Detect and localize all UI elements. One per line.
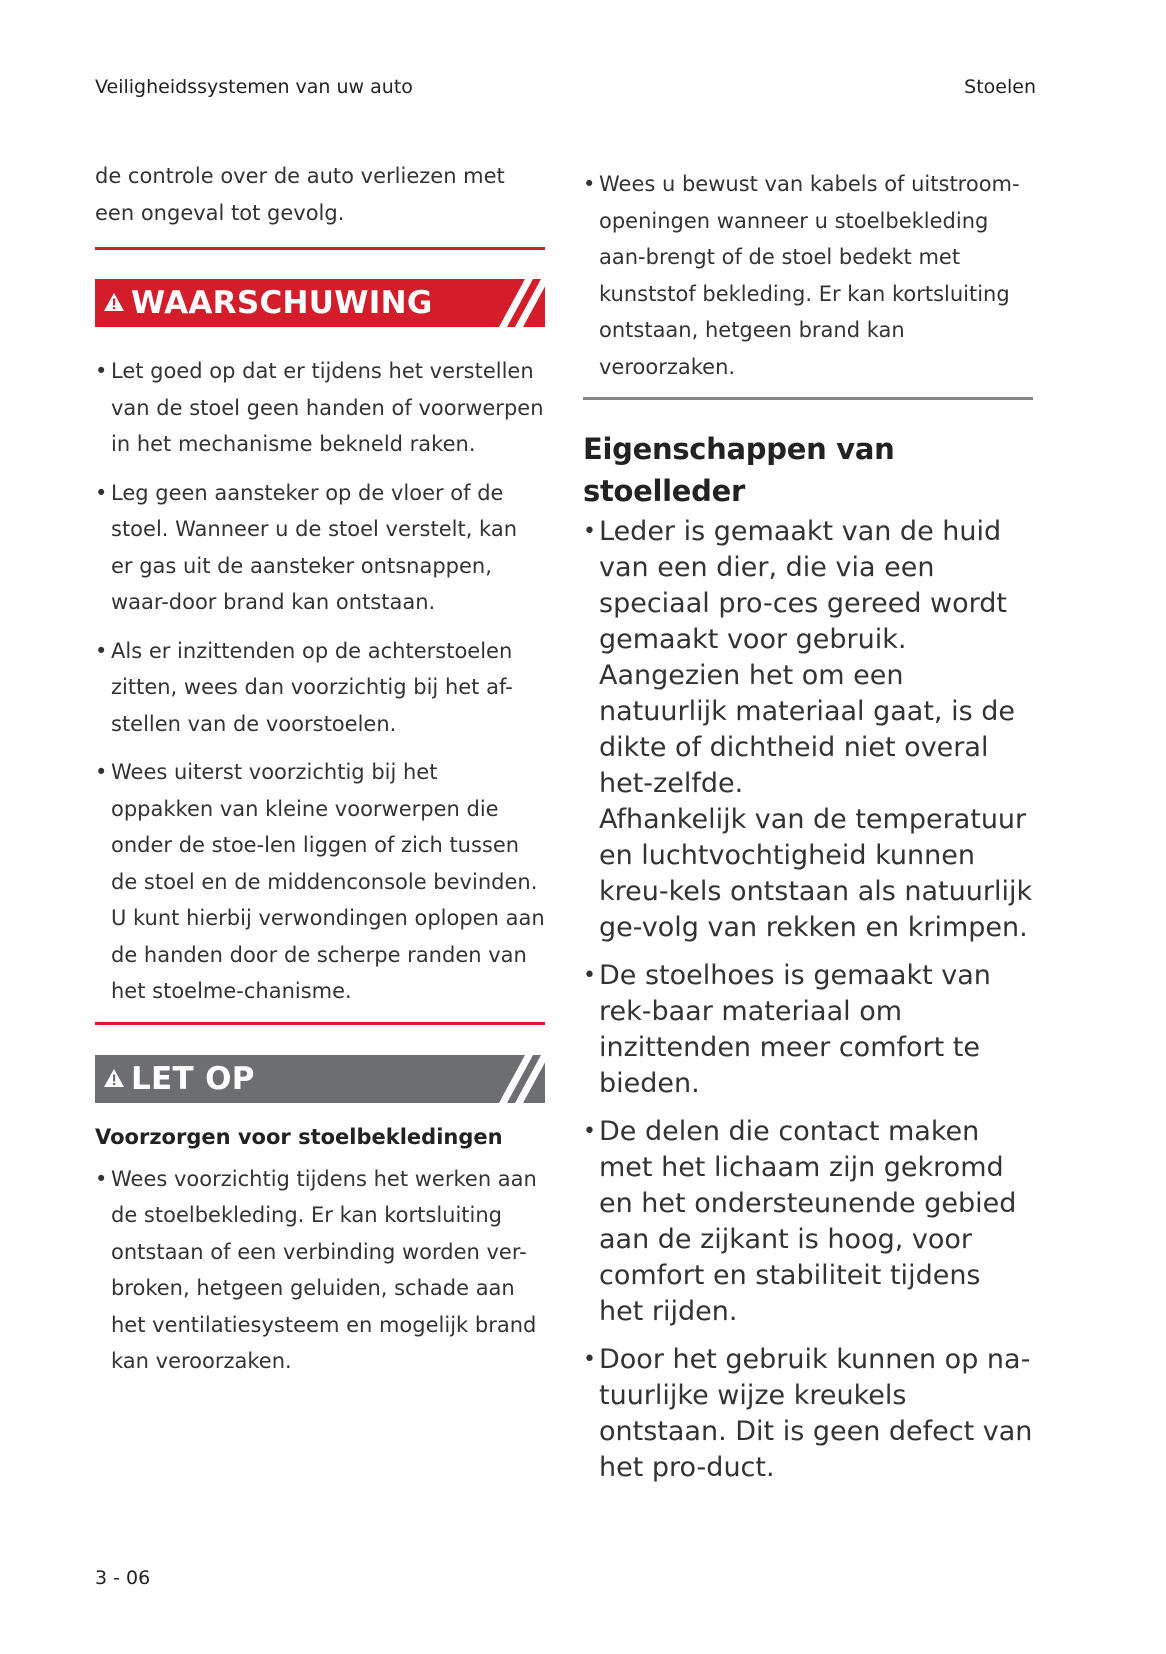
caution-banner: [95, 1055, 545, 1103]
warning-banner: [95, 279, 545, 327]
leather-item: [583, 514, 1033, 946]
leather-item: • Door het gebruik kunnen op na-tuurlijke wijze kreukels ontstaan. Dit is geen defect van het pro-duct.: [583, 1342, 1033, 1486]
caution-continued-list: [583, 166, 1033, 385]
leather-item: • De stoelhoes is gemaakt van rek-baar materiaal om inzittenden meer comfort te bieden.: [583, 958, 1033, 1102]
warning-top-rule: [95, 247, 545, 250]
leather-item: • De delen die contact maken met het lichaam zijn gekromd en het ondersteunende gebied aan de zijkant is hoog, voor comfort en stabiliteit tijdens het rijden.: [583, 1114, 1033, 1330]
warning-item: • Als er inzittenden op de achterstoelen zitten, wees dan voorzichtig bij het af-stellen van de voorstoelen.: [95, 633, 545, 743]
warning-item: • Leg geen aansteker op de vloer of de stoel. Wanneer u de stoel verstelt, kan er gas uit de aansteker ontsnappen, waar-door brand kan ontstaan.: [95, 475, 545, 621]
leather-item-continuation: Afhankelijk van de temperatuur en luchtvochtigheid kunnen kreu-kels ontstaan als natuurlijk ge-volg van rekken en krimpen.: [599, 804, 1033, 943]
intro-paragraph: de controle over de auto verliezen met een ongeval tot gevolg.: [95, 164, 505, 225]
leather-item-text: Leder is gemaakt van de huid van een dier, die via een speciaal pro-ces gereed wordt gemaakt voor gebruik. Aangezien het om een natuurlijk materiaal gaat, is de dikte of dichtheid niet overal het-zelfde.: [599, 516, 1015, 799]
warning-triangle-icon: [103, 292, 125, 316]
section-title: Eigenschappen van stoelleder: [583, 432, 895, 508]
header-section-title: Stoelen: [964, 76, 1036, 98]
warning-item: • Let goed op dat er tijdens het verstellen van de stoel geen handen of voorwerpen in het mechanisme bekneld raken.: [95, 353, 545, 463]
warning-title: WAARSCHUWING: [131, 285, 433, 321]
page-number: 3 - 06: [95, 1567, 151, 1589]
caution-top-rule: [95, 1022, 545, 1025]
warning-item: • Wees uiterst voorzichtig bij het oppakken van kleine voorwerpen die onder de stoe-len liggen of zich tussen de stoel en de middenconsole bevinden. U kunt hierbij verwondingen oplopen aan de handen door de scherpe randen van het stoelme-chanisme.: [95, 754, 545, 1010]
banner-stripes-decoration: [465, 1055, 545, 1103]
caution-item: • Wees u bewust van kabels of uitstroom-openingen wanneer u stoelbekleding aan-brengt of de stoel bedekt met kunststof bekleding. Er kan kortsluiting ontstaan, hetgeen brand kan veroorzaken.: [583, 166, 1033, 385]
header-chapter-title: Veiligheidssystemen van uw auto: [95, 76, 413, 98]
caution-triangle-icon: [103, 1068, 125, 1092]
caution-item: • Wees voorzichtig tijdens het werken aan de stoelbekleding. Er kan kortsluiting ontstaan of een verbinding worden ver-broken, hetgeen geluiden, schade aan het ventilatiesysteem en mogelijk brand kan veroorzaken.: [95, 1161, 545, 1380]
caution-subheading: Voorzorgen voor stoelbekledingen: [95, 1124, 503, 1149]
leather-list: [583, 514, 1033, 1486]
caution-list: [95, 1161, 545, 1380]
banner-stripes-decoration: [465, 279, 545, 327]
caution-bottom-rule: [583, 397, 1033, 400]
left-column: [95, 158, 545, 1392]
caution-title: LET OP: [131, 1060, 255, 1097]
warning-list: [95, 353, 545, 1010]
right-column: [583, 166, 1033, 1498]
